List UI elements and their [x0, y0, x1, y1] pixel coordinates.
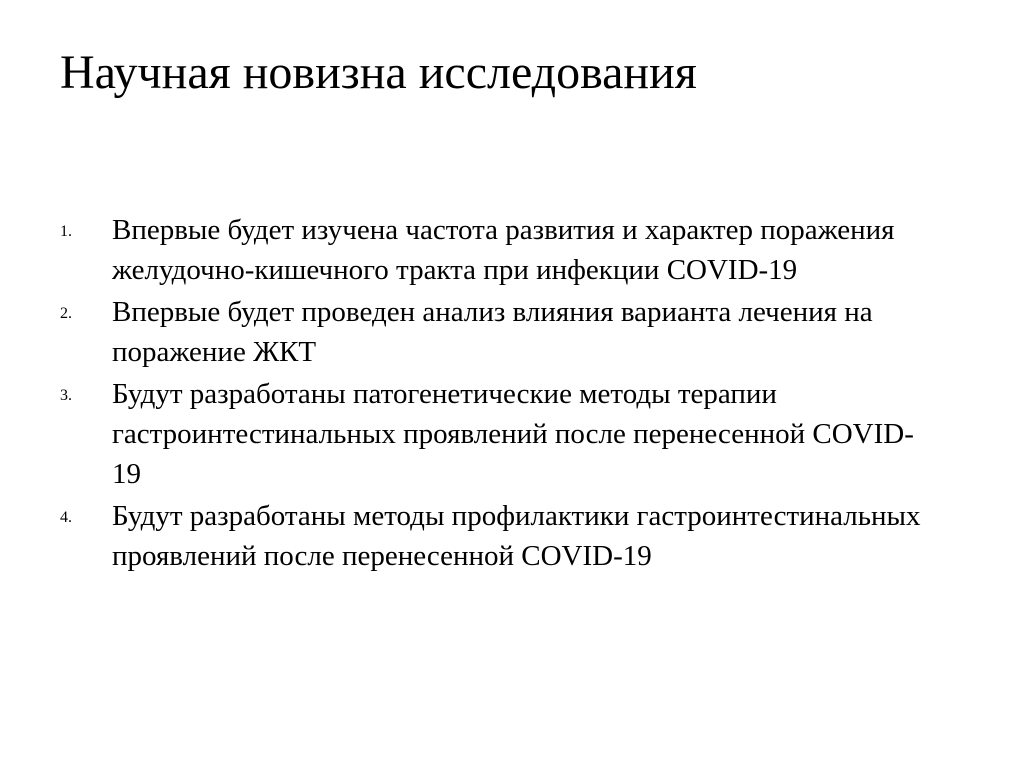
item-number: 1.	[60, 223, 72, 240]
novelty-item-1	[60, 210, 960, 290]
novelty-list	[60, 210, 960, 578]
item-number: 4.	[60, 509, 72, 526]
item-text: Будут разработаны методы профилактики гастроинтестинальных проявлений после перенесенной COVID-19	[112, 500, 921, 572]
item-text: Впервые будет проведен анализ влияния варианта лечения на поражение ЖКТ	[112, 296, 873, 368]
item-text: Будут разработаны патогенетические методы терапии гастроинтестинальных проявлений после перенесенной COVID-19	[112, 378, 914, 490]
novelty-item-4	[60, 496, 960, 576]
novelty-item-2	[60, 292, 960, 372]
item-number: 3.	[60, 387, 72, 404]
slide-title: Научная новизна исследования	[60, 46, 697, 99]
item-text: Впервые будет изучена частота развития и характер поражения желудочно-кишечного тракта при инфекции COVID-19	[112, 214, 895, 286]
item-number: 2.	[60, 305, 72, 322]
novelty-item-3	[60, 374, 960, 494]
